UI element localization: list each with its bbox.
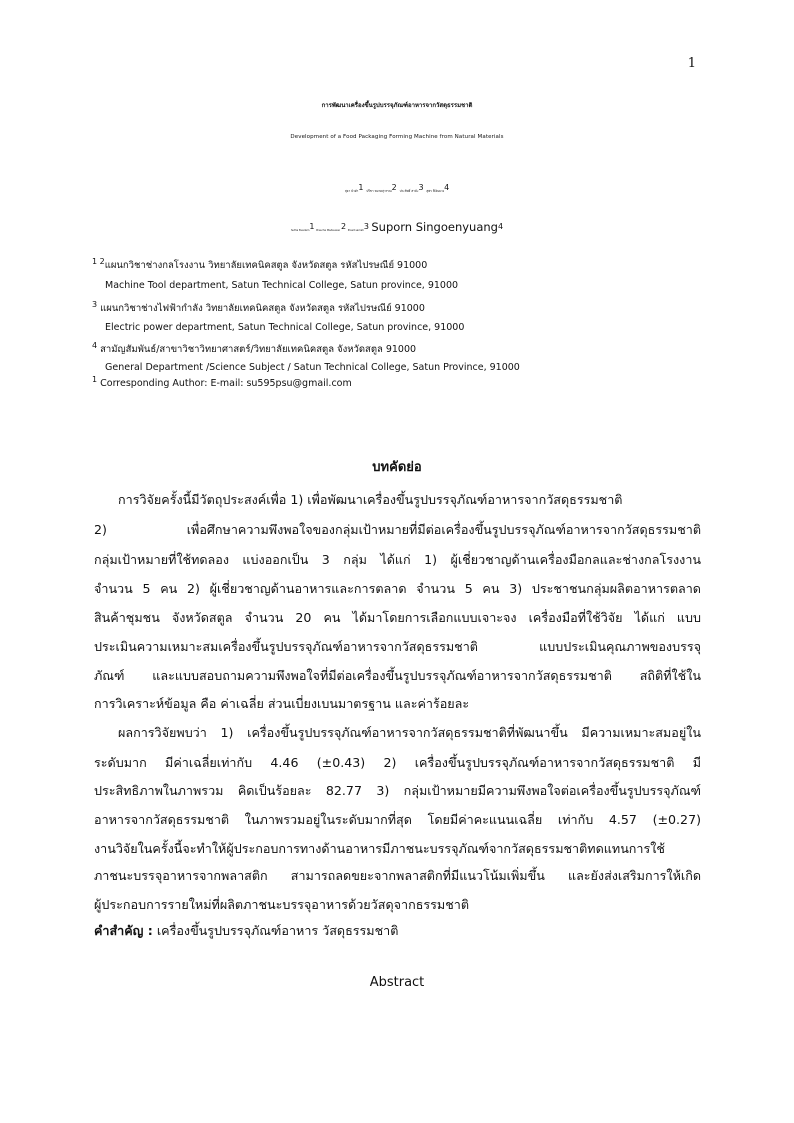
abstract-line: สินค้าชุมชน จังหวัดสตูล จำนวน 20 คน ได้มาโดยการเลือกแบบเจาะจง เครื่องมือที่ใช้วิจัย ได้แก่ แบบ (94, 610, 701, 625)
author-name: Preecha Madsuwan (316, 229, 341, 232)
abstract-line: จำนวน 5 คน 2) ผู้เชี่ยวชาญด้านอาหารและการตลาด จำนวน 5 คน 3) ประชาชนกลุ่มผลิตอาหารตลาด (94, 581, 701, 596)
title-thai: การพัฒนาเครื่องขึ้นรูปบรรจุภัณฑ์อาหารจากวัสดุธรรมชาติ (321, 102, 473, 109)
author-name: สุธา บัวดำ (344, 189, 359, 193)
abstract-english-heading: Abstract (369, 975, 425, 990)
abstract-line: กลุ่มเป้าหมายที่ใช้ทดลอง แบ่งออกเป็น 3 กลุ่ม ได้แก่ 1) ผู้เชี่ยวชาญด้านเครื่องมือกลและช่างกลโรงงาน (94, 552, 701, 567)
authors-thai: สุธา บัวดำ$^1$ ปรีชา หมาดสุวรรณ$^2$ ประสิทธิ์ สาม้ะ$^3$ สุพร สีเงินยวง$^4$ (344, 183, 450, 193)
abstract-line: การวิเคราะห์ข้อมูล คือ ค่าเฉลี่ย ส่วนเบี่ยงเบนมาตรฐาน และค่าร้อยละ (94, 696, 470, 711)
author-name: Prasit samah (347, 229, 364, 232)
keywords (94, 921, 701, 941)
affiliation: $^{1 2}$แผนกวิชาช่างกลโรงงาน วิทยาลัยเทคนิคสตูล จังหวัดสตูล รหัสไปรษณีย์ 91000 (92, 256, 428, 271)
author-name: ปรีชา หมาดสุวรรณ (366, 189, 392, 193)
title-english: Development of a Food Packaging Forming Machine from Natural Materials (290, 134, 504, 140)
author-name: Suporn Singoenyuang (371, 220, 498, 234)
corresponding-author: $^1$ Corresponding Author: E-mail: su595psu@gmail.com (92, 374, 352, 389)
keywords-label: คำสำคัญ : (94, 923, 153, 938)
abstract-line: ภัณฑ์ และแบบสอบถามความพึงพอใจที่มีต่อเครื่องขึ้นรูปบรรจุภัณฑ์อาหารจากวัสดุธรรมชาติ สถิติที่ใช้ใน (94, 668, 701, 683)
affiliation: Machine Tool department, Satun Technical College, Satun province, 91000 (105, 280, 459, 291)
abstract-line: ภาชนะบรรจุอาหารจากพลาสติก สามารถลดขยะจากพลาสติกที่มีแนวโน้มเพิ่มขึ้น และยังส่งเสริมการให้เกิด (94, 868, 701, 883)
abstract-line: การวิจัยครั้งนี้มีวัตถุประสงค์เพื่อ 1) เพื่อพัฒนาเครื่องขึ้นรูปบรรจุภัณฑ์อาหารจากวัสดุธรรมชาติ (118, 492, 623, 507)
abstract-thai-heading: บทคัดย่อ (372, 460, 422, 475)
author-name: Sutha Buadam (290, 229, 310, 232)
abstract-line: ประสิทธิภาพในภาพรวม คิดเป็นร้อยละ 82.77 3) กลุ่มเป้าหมายมีความพึงพอใจต่อเครื่องขึ้นรูปบรรจุภัณฑ์ (94, 783, 701, 798)
abstract-line: ผู้ประกอบการรายใหม่ที่ผลิตภาชนะบรรจุอาหารด้วยวัสดุจากธรรมชาติ (94, 897, 470, 912)
authors-english: Sutha Buadam$^1$ Preecha Madsuwan $^2$ Prasit samah$^3$ Suporn Singoenyuang$^4$ (290, 220, 504, 234)
abstract-line: ระดับมาก มีค่าเฉลี่ยเท่ากับ 4.46 (±0.43) 2) เครื่องขึ้นรูปบรรจุภัณฑ์อาหารจากวัสดุธรรมชาติ มี (94, 755, 701, 770)
author-name: สุพร สีเงินยวง (426, 189, 445, 193)
author-name: ประสิทธิ์ สาม้ะ (399, 189, 419, 193)
abstract-line: อาหารจากวัสดุธรรมชาติ ในภาพรวมอยู่ในระดับมากที่สุด โดยมีค่าคะแนนเฉลี่ย เท่ากับ 4.57 (±0.27) (94, 812, 701, 827)
abstract-line: งานวิจัยในครั้งนี้จะทำให้ผู้ประกอบการทางด้านอาหารมีภาชนะบรรจุภัณฑ์จากวัสดุธรรมชาติทดแทนการใช้ (94, 841, 665, 856)
abstract-line: ผลการวิจัยพบว่า 1) เครื่องขึ้นรูปบรรจุภัณฑ์อาหารจากวัสดุธรรมชาติที่พัฒนาขึ้น มีความเหมาะสมอยู่ใน (118, 725, 701, 740)
affiliation: $^3$ แผนกวิชาช่างไฟฟ้ากำลัง วิทยาลัยเทคนิคสตูล จังหวัดสตูล รหัสไปรษณีย์ 91000 (92, 299, 425, 314)
abstract-line: ประเมินความเหมาะสมเครื่องขึ้นรูปบรรจุภัณฑ์อาหารจากวัสดุธรรมชาติ แบบประเมินคุณภาพของบรรจุ (94, 639, 701, 654)
affiliation: $^4$ สามัญสัมพันธ์/สาขาวิชาวิทยาศาสตร์/วิทยาลัยเทคนิคสตูล จังหวัดสตูล 91000 (92, 340, 417, 355)
affiliation: General Department /Science Subject / Satun Technical College, Satun Province, 91000 (105, 362, 520, 373)
keywords-text: เครื่องขึ้นรูปบรรจุภัณฑ์อาหาร วัสดุธรรมชาติ (156, 923, 399, 938)
abstract-line: 2) เพื่อศึกษาความพึงพอใจของกลุ่มเป้าหมายที่มีต่อเครื่องขึ้นรูปบรรจุภัณฑ์อาหารจากวัสดุธรรมชาติ (94, 522, 701, 537)
affiliation: Electric power department, Satun Technical College, Satun province, 91000 (105, 322, 465, 333)
page-number: 1 (687, 56, 696, 71)
